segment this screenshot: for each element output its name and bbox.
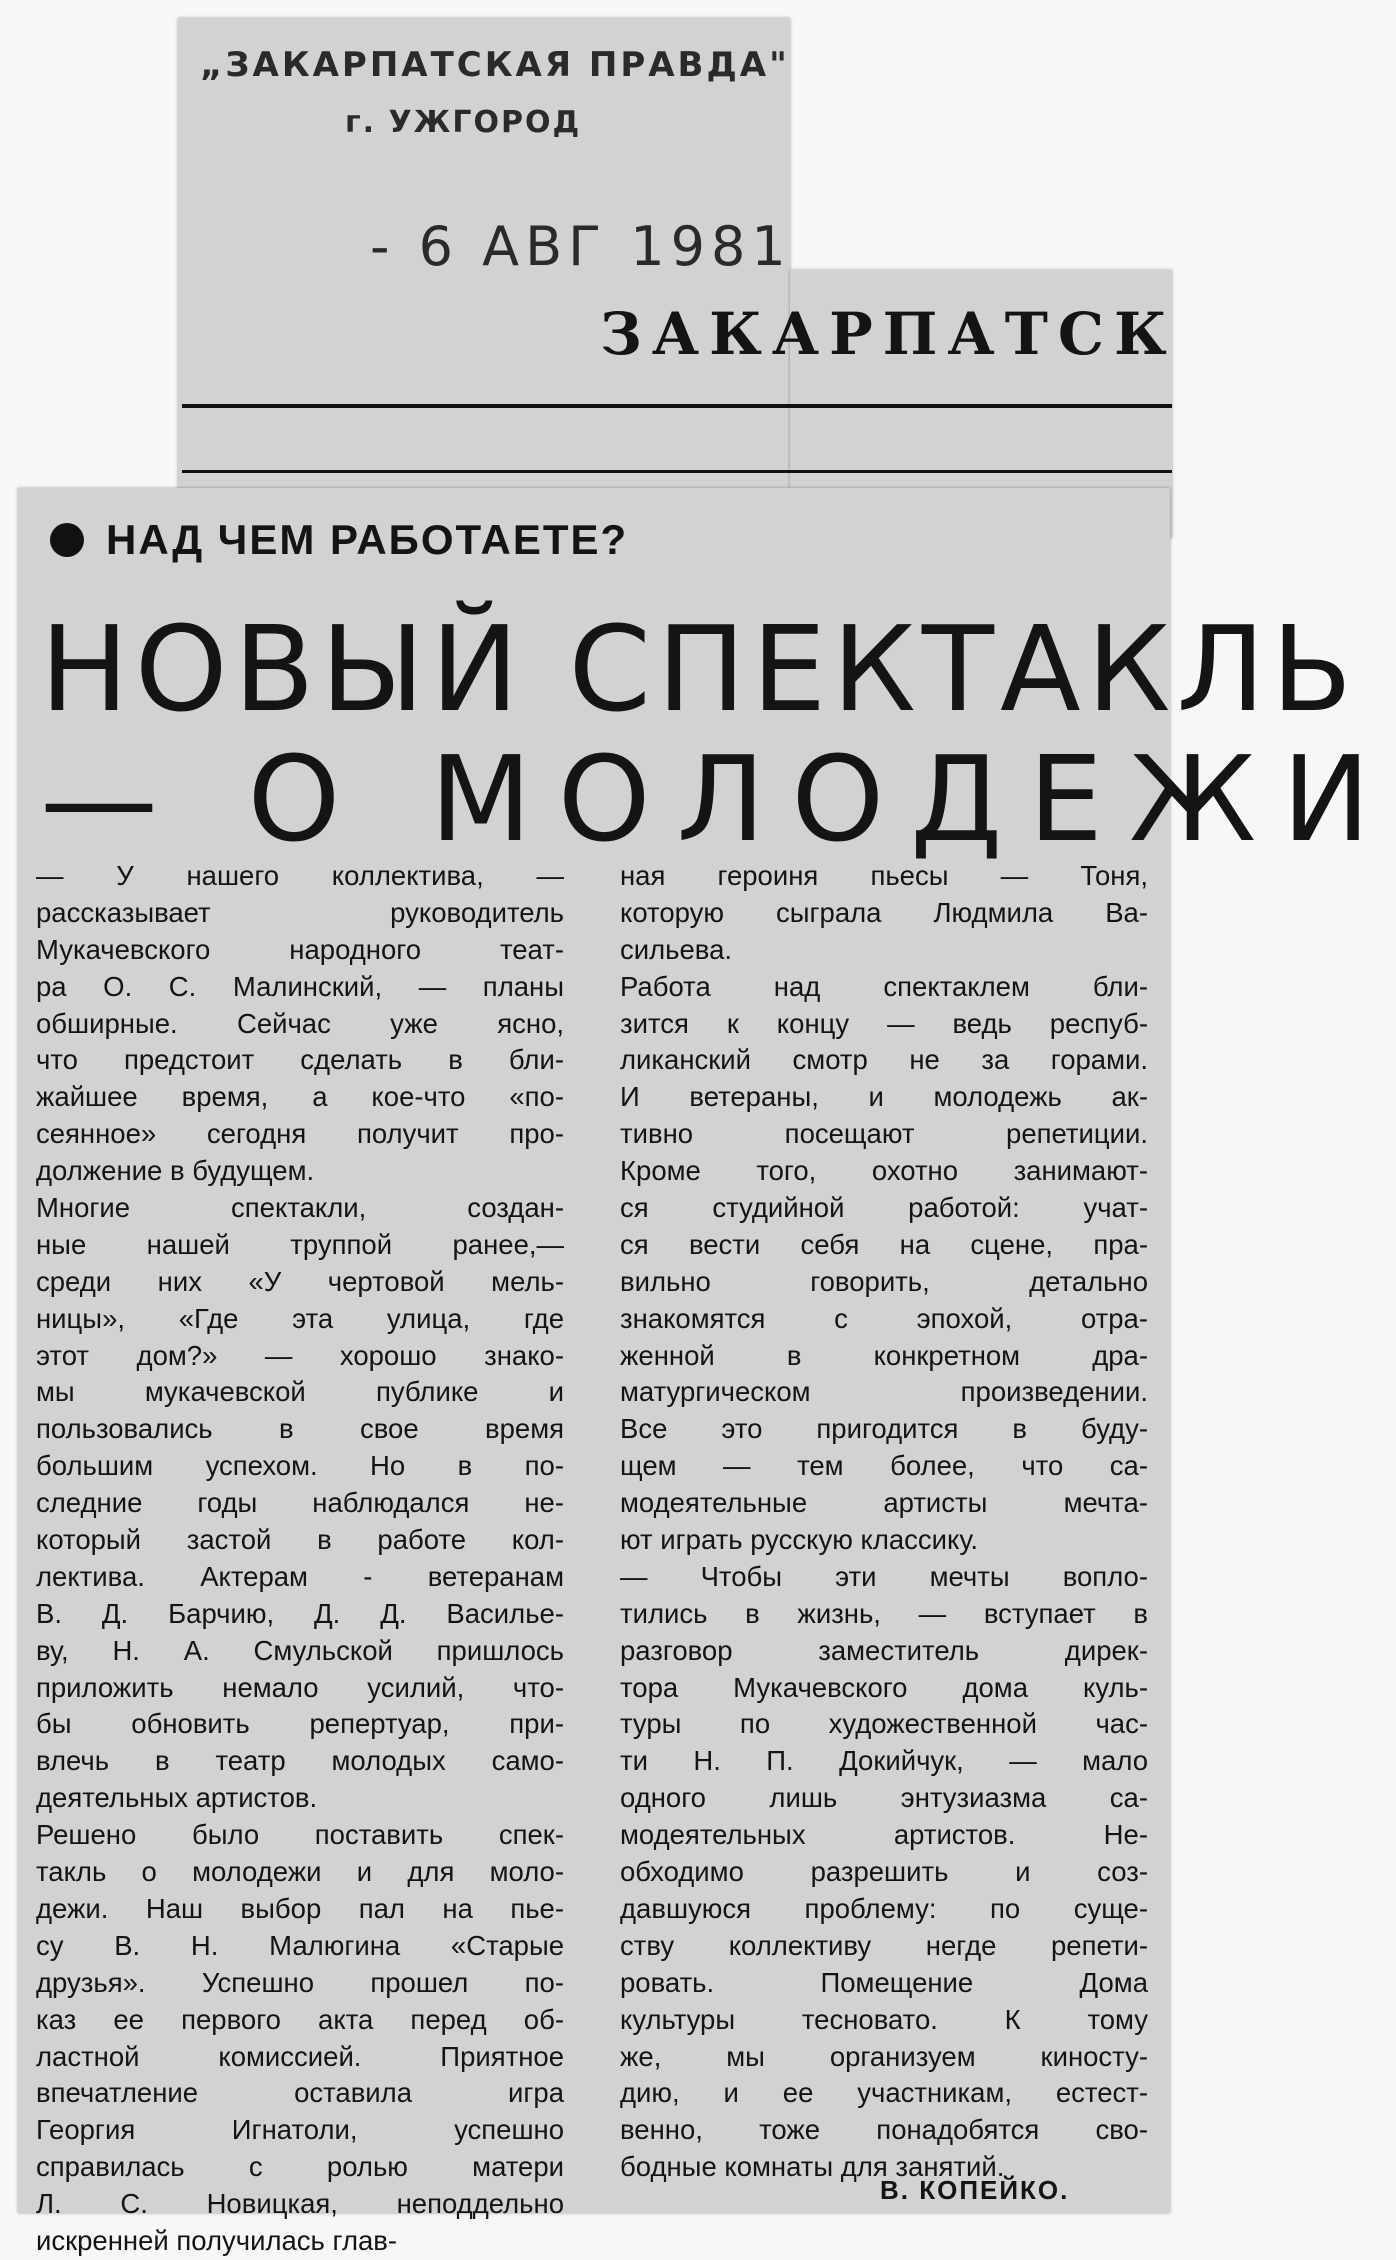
article-line: сеянное» сегодня получит про- xyxy=(36,1118,564,1150)
article-line: тились в жизнь, — вступает в xyxy=(620,1597,1148,1629)
article-line: которую сыграла Людмила Ва- xyxy=(620,896,1148,928)
article-column-right xyxy=(620,858,1148,2186)
headline-line-1: НОВЫЙ СПЕКТАКЛЬ xyxy=(40,600,1359,738)
article-line: ству коллективу негде репети- xyxy=(620,1929,1148,1961)
headline-line-2: — О МОЛОДЕЖИ xyxy=(40,730,1396,868)
article-line: следние годы наблюдался не- xyxy=(36,1487,564,1519)
article-line: вильно говорить, детально xyxy=(620,1265,1148,1297)
article-line: ву, Н. А. Смульской пришлось xyxy=(36,1634,564,1666)
article-line: справилась с ролью матери xyxy=(36,2151,564,2183)
newspaper-masthead: ЗАКАРПАТСК xyxy=(600,300,1177,368)
article-line: Многие спектакли, создан- xyxy=(36,1192,564,1224)
article-line: дежи. Наш выбор пал на пье- xyxy=(36,1892,564,1924)
rubric-label: НАД ЧЕМ РАБОТАЕТЕ? xyxy=(106,516,629,563)
article-line: большим успехом. Но в по- xyxy=(36,1450,564,1482)
article-line: Кроме того, охотно занимают- xyxy=(620,1155,1148,1187)
article-line: щем — тем более, что са- xyxy=(620,1450,1148,1482)
article-line: ластной комиссией. Приятное xyxy=(36,2040,564,2072)
article-line: рассказывает руководитель xyxy=(36,896,564,928)
article-line: ют играть русскую классику. xyxy=(620,1524,978,1556)
article-line: женной в конкретном дра- xyxy=(620,1339,1148,1371)
article-line: Георгия Игнатоли, успешно xyxy=(36,2114,564,2146)
article-line: туры по художественной час- xyxy=(620,1708,1148,1740)
article-line: ные нашей труппой ранее,— xyxy=(36,1228,564,1260)
article-line: ти Н. П. Докийчук, — мало xyxy=(620,1745,1148,1777)
article-line: сильева. xyxy=(620,933,733,965)
article-line: ся студийной работой: учат- xyxy=(620,1192,1148,1224)
article-line: ная героиня пьесы — Тоня, xyxy=(620,860,1148,891)
article-line: модеятельные артисты мечта- xyxy=(620,1487,1148,1519)
article-line: — Чтобы эти мечты вопло- xyxy=(620,1560,1148,1592)
article-line: су В. Н. Малюгина «Старые xyxy=(36,1929,564,1961)
article-line: пользовались в свое время xyxy=(36,1413,564,1445)
stamp-city: г. УЖГОРОД xyxy=(345,105,582,140)
article-column-left xyxy=(36,858,564,2260)
article-line: Мукачевского народного теат- xyxy=(36,933,564,965)
article-line: разговор заместитель дирек- xyxy=(620,1634,1148,1666)
article-line: среди них «У чертовой мель- xyxy=(36,1265,564,1297)
article-line: который застой в работе кол- xyxy=(36,1524,564,1556)
article-line: друзья». Успешно прошел по- xyxy=(36,1966,564,1998)
article-line: каз ее первого акта перед об- xyxy=(36,2003,564,2035)
article-line: жайшее время, а кое-что «по- xyxy=(36,1081,564,1113)
bullet-icon xyxy=(50,523,84,557)
stamp-date: - 6 АВГ 1981 xyxy=(370,215,792,278)
article-line: матургическом произведении. xyxy=(620,1376,1148,1408)
article-line: лектива. Актерам - ветеранам xyxy=(36,1560,564,1592)
article-line: что предстоит сделать в бли- xyxy=(36,1044,564,1076)
article-line: ся вести себя на сцене, пра- xyxy=(620,1228,1148,1260)
article-line: бодные комнаты для занятий. xyxy=(620,2151,1005,2183)
article-line: ровать. Помещение Дома xyxy=(620,1966,1148,1998)
article-line: такль о молодежи и для моло- xyxy=(36,1856,564,1888)
article-line: Решено было поставить спек- xyxy=(36,1819,564,1851)
stamp-clipping xyxy=(178,18,790,538)
article-line: ра О. С. Малинский, — планы xyxy=(36,970,564,1002)
article-line: мы мукачевской публике и xyxy=(36,1376,564,1408)
article-line: зится к концу — ведь респуб- xyxy=(620,1007,1148,1039)
article-line: одного лишь энтузиазма са- xyxy=(620,1782,1148,1814)
article-line: влечь в театр молодых само- xyxy=(36,1745,564,1777)
article-line: модеятельных артистов. Не- xyxy=(620,1819,1148,1851)
article-line: ницы», «Где эта улица, где xyxy=(36,1302,564,1334)
article-line: И ветераны, и молодежь ак- xyxy=(620,1081,1148,1113)
stamp-newspaper-name: „ЗАКАРПАТСКАЯ ПРАВДА" xyxy=(200,45,790,85)
article-line: обходимо разрешить и соз- xyxy=(620,1856,1148,1888)
author-byline: В. КОПЕЙКО. xyxy=(880,2175,1070,2205)
article-line: культуры тесновато. К тому xyxy=(620,2003,1148,2035)
article-line: бы обновить репертуар, при- xyxy=(36,1708,564,1740)
article-line: приложить немало усилий, что- xyxy=(36,1671,564,1703)
article-line: давшуюся проблему: по суще- xyxy=(620,1892,1148,1924)
article-line: — У нашего коллектива, — xyxy=(36,860,564,891)
rubric xyxy=(50,516,628,564)
article-line: венно, тоже понадобятся сво- xyxy=(620,2114,1148,2146)
article-line: обширные. Сейчас уже ясно, xyxy=(36,1007,564,1039)
article-line: дию, и ее участникам, естест- xyxy=(620,2077,1148,2109)
article-line: же, мы организуем киносту- xyxy=(620,2040,1148,2072)
masthead-rule-top xyxy=(182,404,1172,408)
article-line: тивно посещают репетиции. xyxy=(620,1118,1148,1150)
article-line: этот дом?» — хорошо знако- xyxy=(36,1339,564,1371)
article-line: знакомятся с эпохой, отра- xyxy=(620,1302,1148,1334)
article-line: тора Мукачевского дома куль- xyxy=(620,1671,1148,1703)
masthead-rule-bottom xyxy=(182,470,1172,473)
article-line: Л. С. Новицкая, неподдельно xyxy=(36,2188,564,2220)
article-line: деятельных артистов. xyxy=(36,1782,318,1814)
article-line: Работа над спектаклем бли- xyxy=(620,970,1148,1002)
article-line: ликанский смотр не за горами. xyxy=(620,1044,1148,1076)
article-line: должение в будущем. xyxy=(36,1155,315,1187)
article-line: впечатление оставила игра xyxy=(36,2077,564,2109)
article-line: Все это пригодится в буду- xyxy=(620,1413,1148,1445)
article-line: искренней получилась глав- xyxy=(36,2224,398,2256)
article-line: В. Д. Барчию, Д. Д. Васильe- xyxy=(36,1597,564,1629)
